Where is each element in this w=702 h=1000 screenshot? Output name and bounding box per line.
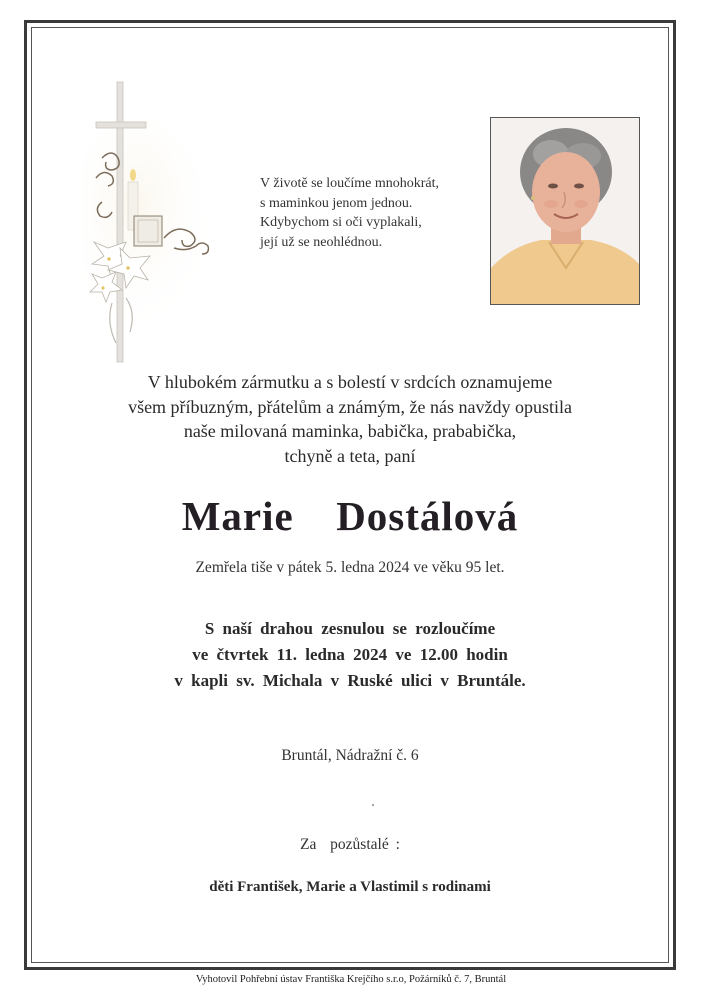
funeral-details (80, 616, 620, 694)
address: Bruntál, Nádražní č. 6 (281, 747, 419, 764)
survivors-label: Za pozůstalé : (300, 836, 400, 853)
survivors-names: děti František, Marie a Vlastimil s rodinami (209, 879, 491, 895)
footer-credit: Vyhotovil Pohřební ústav Františka Krejčího s.r.o, Požárníků č. 7, Bruntál (195, 974, 507, 985)
portrait-photo (490, 117, 640, 305)
deceased-name: Marie Dostálová (181, 493, 519, 539)
death-notice: Zemřela tiše v pátek 5. ledna 2024 ve věku 95 let. (195, 559, 505, 576)
funeral-line: S naší drahou zesnulou se rozloučíme (204, 619, 496, 638)
poem-line: Kdybychom si oči vyplakali, (260, 215, 422, 230)
poem (260, 174, 470, 252)
poem-line: její už se neohlédnou. (260, 234, 383, 250)
funeral-line: v kapli sv. Michala v Ruské ulici v Bruntále. (174, 671, 526, 690)
announcement-line: tchyně a teta, paní (284, 445, 416, 466)
poem-line: s maminkou jenom jednou. (260, 195, 413, 211)
announcement-line: všem příbuzným, přátelům a známým, že nás navždy opustila (128, 396, 572, 417)
speck (372, 804, 374, 806)
announcement-text (80, 370, 620, 468)
announcement-line: V hlubokém zármutku a s bolestí v srdcích oznamujeme (147, 372, 553, 392)
cross-with-lilies-icon (82, 78, 222, 368)
announcement-line: naše milovaná maminka, babička, prababička, (183, 421, 517, 441)
poem-line: V životě se loučíme mnohokrát, (260, 176, 439, 191)
funeral-line: ve čtvrtek 11. ledna 2024 ve 12.00 hodin (192, 645, 508, 664)
